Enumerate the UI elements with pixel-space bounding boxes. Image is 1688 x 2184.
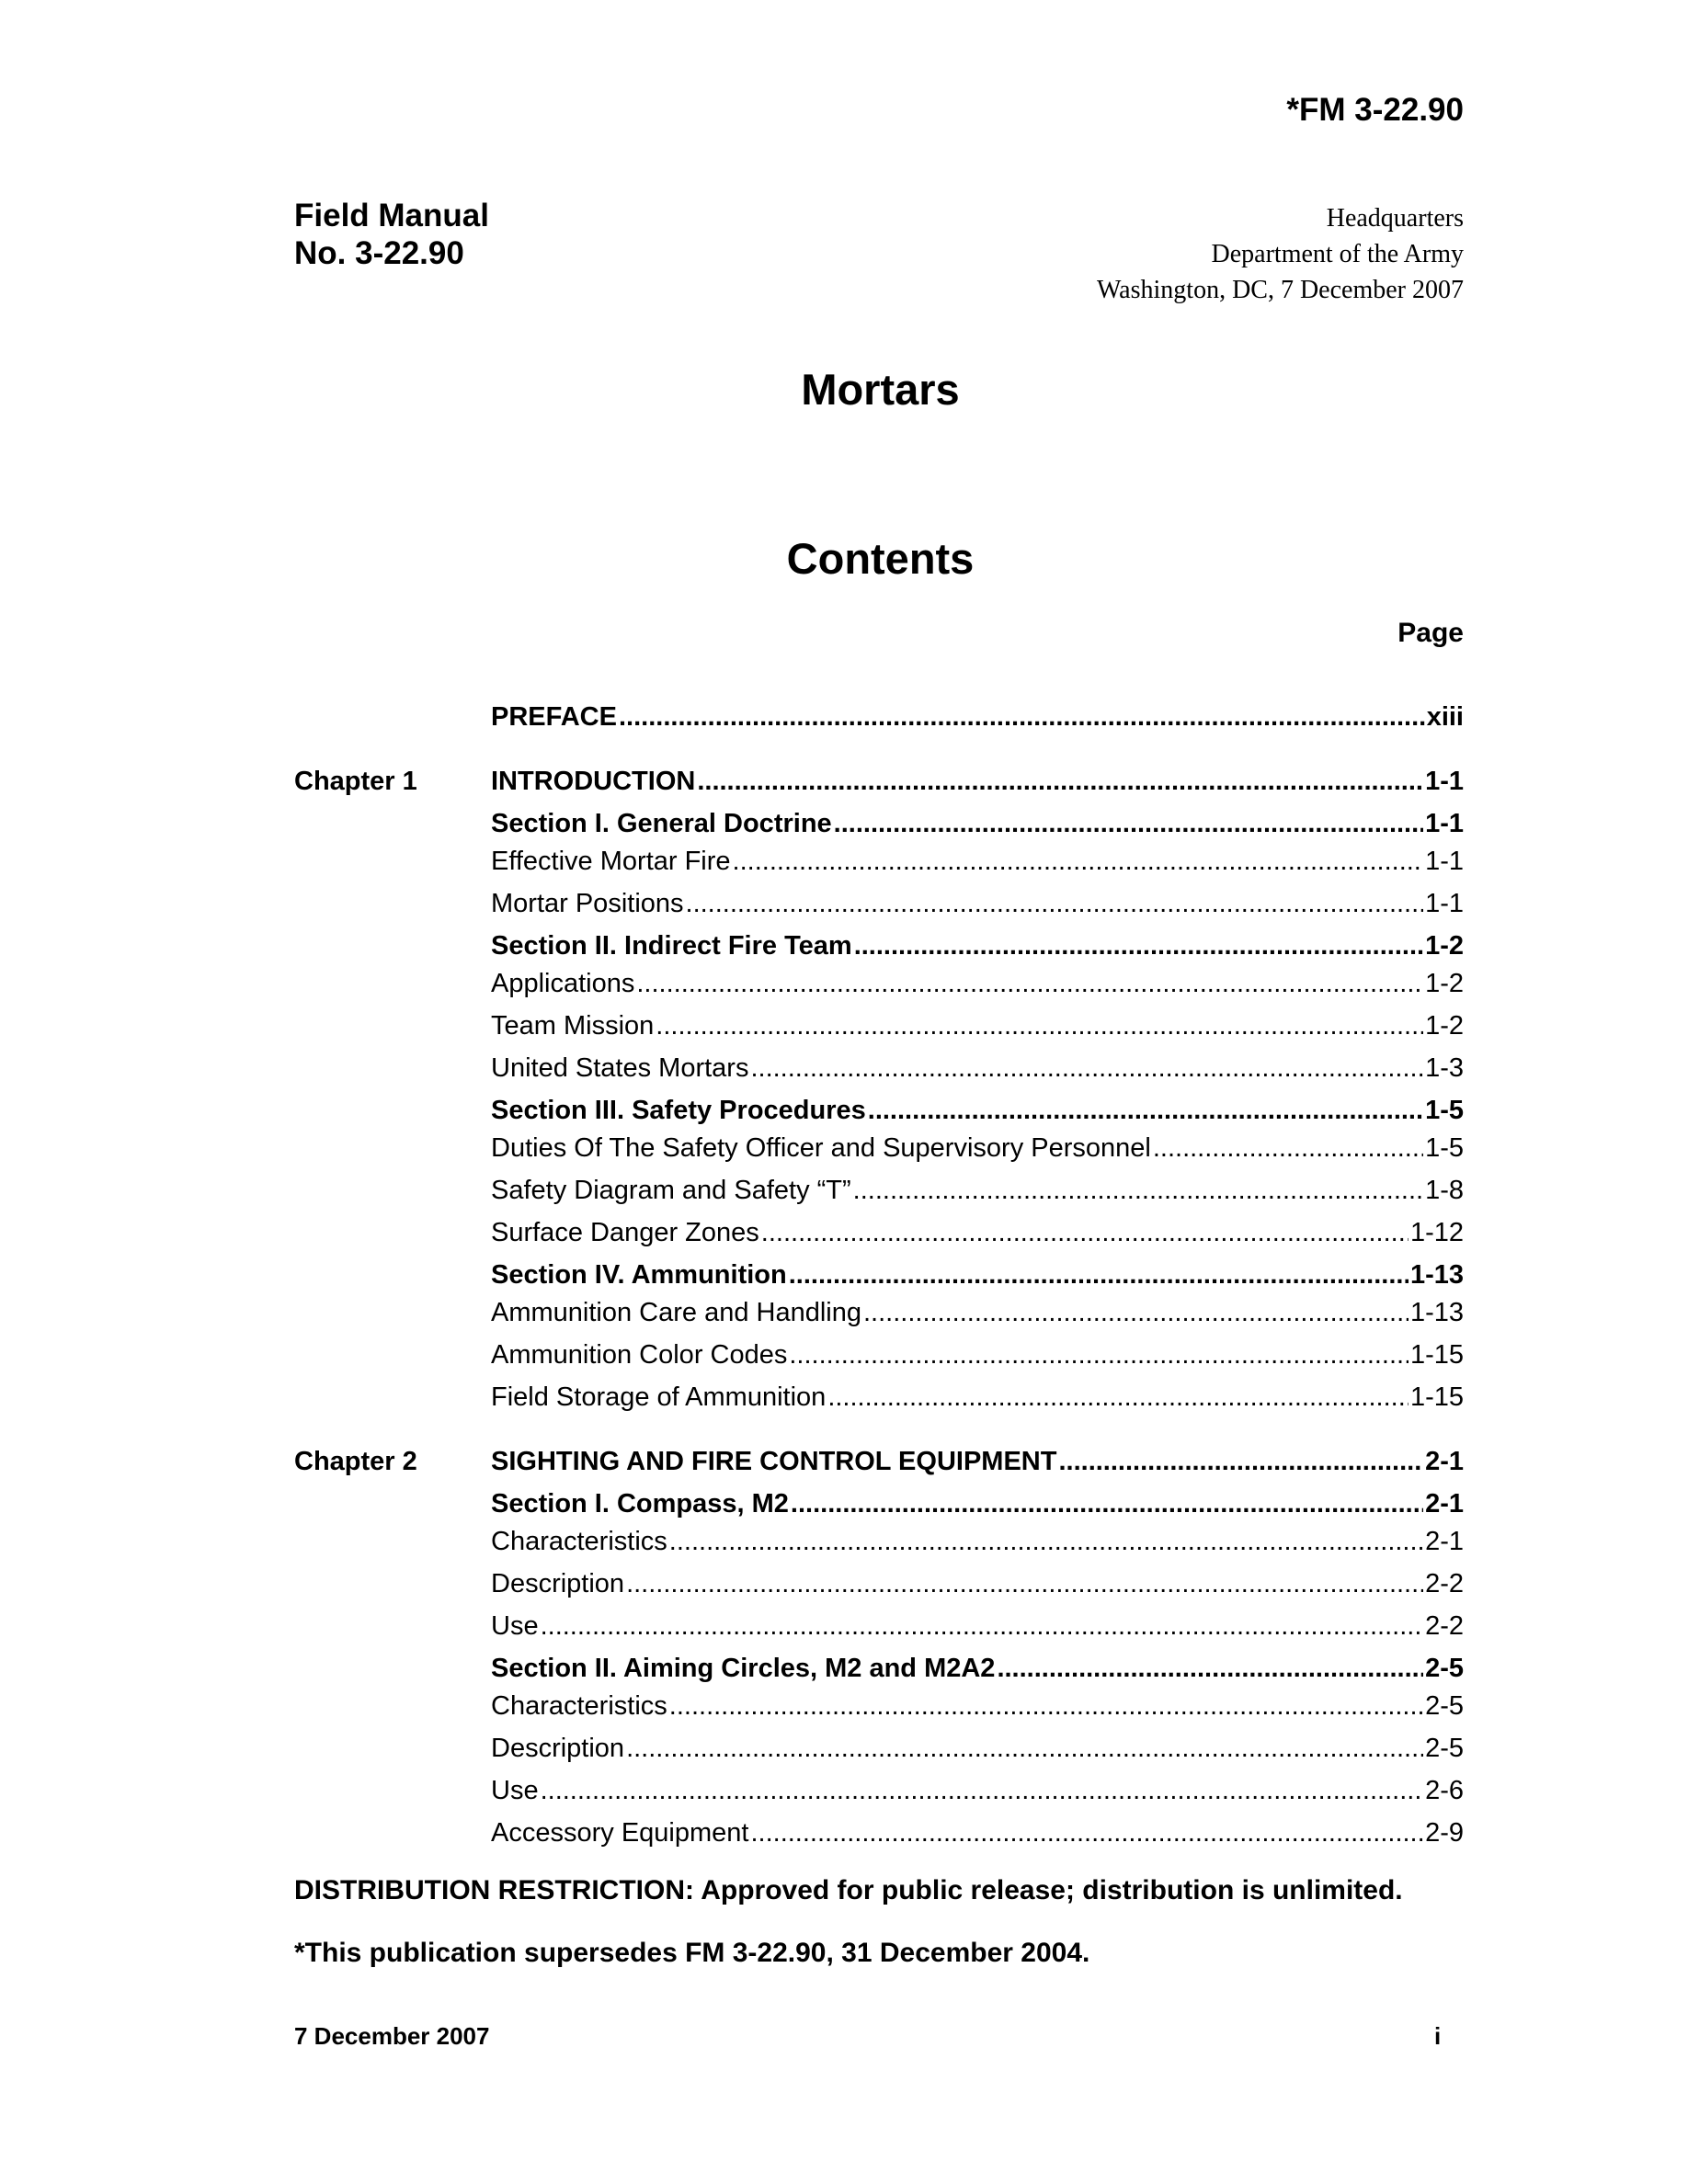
toc-dot-leader — [868, 1096, 1423, 1126]
toc-entry-title: Section II. Indirect Fire Team — [491, 931, 852, 961]
toc-entry-title: Safety Diagram and Safety “T” — [491, 1176, 851, 1205]
toc-entry[interactable] — [294, 702, 1464, 745]
toc-dot-leader — [541, 1611, 1424, 1642]
toc-entry-title: Ammunition Color Codes — [491, 1340, 788, 1370]
toc-entry-title: Characteristics — [491, 1527, 667, 1556]
footer-date: 7 December 2007 — [294, 2022, 490, 2050]
toc-entry[interactable] — [294, 1569, 1464, 1611]
toc-entry[interactable] — [294, 1382, 1464, 1425]
toc-page-number: 2-2 — [1425, 1611, 1464, 1641]
toc-entry[interactable] — [294, 1818, 1464, 1860]
headquarters-block — [1097, 200, 1464, 308]
toc-chapter-label: Chapter 2 — [294, 1447, 417, 1476]
page-title: Mortars — [801, 365, 960, 414]
footer-page-number: i — [1434, 2022, 1442, 2050]
hq-line-2: Department of the Army — [1211, 240, 1464, 268]
toc-page-number: 2-5 — [1425, 1734, 1464, 1763]
toc-page-number: 1-8 — [1425, 1176, 1464, 1205]
toc-entry[interactable] — [294, 1133, 1464, 1176]
toc-entry-title: Section II. Aiming Circles, M2 and M2A2 — [491, 1654, 996, 1683]
toc-entry[interactable] — [294, 1691, 1464, 1734]
toc-dot-leader — [541, 1776, 1424, 1806]
toc-entry-title: Ammunition Care and Handling — [491, 1298, 861, 1327]
toc-entry-title: Mortar Positions — [491, 889, 684, 918]
table-of-contents — [294, 702, 1464, 1860]
toc-entry-title: INTRODUCTION — [491, 767, 696, 796]
contents-heading: Contents — [786, 534, 975, 583]
toc-entry-title: Field Storage of Ammunition — [491, 1382, 827, 1412]
toc-entry[interactable] — [294, 847, 1464, 889]
toc-chapter-label: Chapter 1 — [294, 767, 417, 796]
toc-dot-leader — [827, 1382, 1409, 1413]
toc-entry-title: Team Mission — [491, 1011, 655, 1041]
toc-dot-leader — [750, 1818, 1423, 1848]
page-column-heading: Page — [1397, 618, 1464, 648]
toc-entry[interactable] — [294, 1776, 1464, 1818]
toc-page-number: 1-13 — [1409, 1298, 1464, 1327]
toc-dot-leader — [656, 1011, 1423, 1041]
toc-entry-title: Description — [491, 1569, 625, 1598]
manual-line-1: Field Manual — [294, 198, 489, 233]
toc-entry-title: Duties Of The Safety Officer and Supervisory Personnel — [491, 1133, 1151, 1163]
toc-dot-leader — [789, 1260, 1409, 1291]
toc-page-number: 2-1 — [1425, 1489, 1464, 1519]
toc-entry-title: Section I. Compass, M2 — [491, 1489, 789, 1519]
toc-dot-leader — [854, 931, 1423, 961]
toc-page-number: 1-1 — [1425, 889, 1464, 918]
manual-line-2: No. 3-22.90 — [294, 235, 464, 271]
toc-dot-leader — [853, 1176, 1423, 1206]
toc-page-number: 2-2 — [1425, 1569, 1464, 1598]
toc-entry-title: PREFACE — [491, 702, 617, 732]
distribution-restriction: DISTRIBUTION RESTRICTION: Approved for public release; distribution is unlimited. — [294, 1875, 1403, 1905]
toc-page-number: 2-1 — [1425, 1527, 1464, 1556]
toc-entry-title: Applications — [491, 969, 635, 998]
toc-dot-leader — [733, 847, 1424, 877]
toc-dot-leader — [636, 969, 1423, 999]
toc-entry[interactable] — [294, 1260, 1464, 1298]
toc-entry[interactable] — [294, 931, 1464, 969]
toc-dot-leader — [1153, 1133, 1423, 1164]
toc-entry[interactable] — [294, 1298, 1464, 1340]
toc-entry[interactable] — [294, 1654, 1464, 1691]
field-manual-number — [294, 197, 489, 272]
toc-dot-leader — [626, 1734, 1423, 1764]
supersedes-note: *This publication supersedes FM 3-22.90, 31 December 2004. — [294, 1938, 1090, 1968]
toc-entry[interactable] — [294, 889, 1464, 931]
toc-entry[interactable] — [294, 1340, 1464, 1382]
toc-page-number: 1-12 — [1409, 1218, 1464, 1247]
toc-page-number: 1-15 — [1409, 1382, 1464, 1412]
toc-page-number: xiii — [1426, 702, 1464, 732]
toc-page-number: 1-3 — [1425, 1053, 1464, 1083]
toc-dot-leader — [750, 1053, 1423, 1084]
toc-page-number: 2-9 — [1425, 1818, 1464, 1848]
toc-entry[interactable] — [294, 1734, 1464, 1776]
hq-line-1: Headquarters — [1326, 204, 1464, 233]
toc-entry[interactable] — [294, 1527, 1464, 1569]
toc-entry-title: Characteristics — [491, 1691, 667, 1721]
toc-entry-title: Effective Mortar Fire — [491, 847, 731, 876]
toc-entry[interactable] — [294, 1218, 1464, 1260]
toc-entry-title: Section I. General Doctrine — [491, 809, 832, 838]
toc-page-number: 1-1 — [1425, 809, 1464, 838]
toc-page-number: 1-2 — [1425, 931, 1464, 961]
toc-entry[interactable] — [294, 767, 1464, 809]
toc-page-number: 2-5 — [1425, 1691, 1464, 1721]
toc-entry[interactable] — [294, 1176, 1464, 1218]
toc-dot-leader — [697, 767, 1423, 797]
toc-dot-leader — [791, 1489, 1423, 1519]
toc-page-number: 2-6 — [1425, 1776, 1464, 1805]
toc-entry-title: Use — [491, 1776, 539, 1805]
toc-entry-title: Use — [491, 1611, 539, 1641]
toc-entry[interactable] — [294, 1011, 1464, 1053]
toc-dot-leader — [761, 1218, 1409, 1248]
document-id: *FM 3-22.90 — [1286, 92, 1464, 128]
toc-page-number: 1-2 — [1425, 969, 1464, 998]
toc-page-number: 1-13 — [1409, 1260, 1464, 1290]
toc-page-number: 1-2 — [1425, 1011, 1464, 1041]
toc-entry-title: Section IV. Ammunition — [491, 1260, 787, 1290]
toc-entry-title: Description — [491, 1734, 625, 1763]
toc-entry[interactable] — [294, 1053, 1464, 1096]
toc-page-number: 2-1 — [1425, 1447, 1464, 1476]
toc-entry[interactable] — [294, 969, 1464, 1011]
toc-entry-title: Surface Danger Zones — [491, 1218, 759, 1247]
toc-page-number: 1-15 — [1409, 1340, 1464, 1370]
toc-dot-leader — [669, 1527, 1423, 1557]
toc-dot-leader — [626, 1569, 1423, 1599]
toc-page-number: 2-5 — [1425, 1654, 1464, 1683]
toc-entry-title: SIGHTING AND FIRE CONTROL EQUIPMENT — [491, 1447, 1057, 1476]
toc-entry-title: Accessory Equipment — [491, 1818, 749, 1848]
toc-page-number: 1-5 — [1425, 1133, 1464, 1163]
toc-entry[interactable] — [294, 1096, 1464, 1133]
toc-dot-leader — [669, 1691, 1423, 1722]
toc-dot-leader — [997, 1654, 1423, 1684]
toc-entry-title: Section III. Safety Procedures — [491, 1096, 866, 1125]
toc-dot-leader — [619, 702, 1425, 733]
toc-entry[interactable] — [294, 1611, 1464, 1654]
toc-dot-leader — [789, 1340, 1409, 1371]
hq-line-3: Washington, DC, 7 December 2007 — [1097, 276, 1464, 304]
toc-entry[interactable] — [294, 809, 1464, 847]
toc-dot-leader — [863, 1298, 1409, 1328]
toc-dot-leader — [686, 889, 1424, 919]
toc-dot-leader — [1058, 1447, 1423, 1477]
toc-page-number: 1-1 — [1425, 767, 1464, 796]
toc-page-number: 1-1 — [1425, 847, 1464, 876]
toc-entry[interactable] — [294, 1489, 1464, 1527]
toc-entry-title: United States Mortars — [491, 1053, 749, 1083]
toc-dot-leader — [834, 809, 1423, 839]
toc-page-number: 1-5 — [1425, 1096, 1464, 1125]
toc-entry[interactable] — [294, 1447, 1464, 1489]
